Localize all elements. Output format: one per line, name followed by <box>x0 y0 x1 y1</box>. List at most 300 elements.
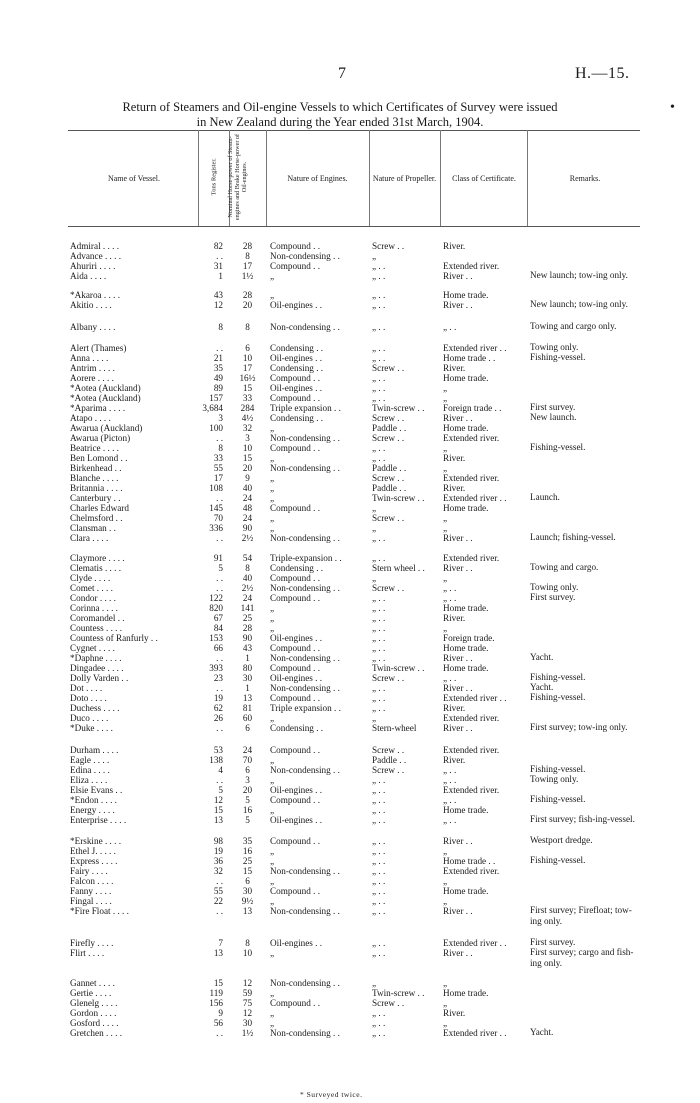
table-row <box>0 299 700 311</box>
cell-tons: 4 <box>218 765 223 775</box>
cell-hp: 24 <box>242 493 253 503</box>
cell-tons: . . <box>216 683 223 693</box>
cell-tons: 19 <box>213 693 223 703</box>
cell-tons: 153 <box>209 633 223 643</box>
cell-cls: „ . . <box>443 593 457 603</box>
table-row <box>0 532 700 544</box>
cell-prop: „ . . <box>372 1008 386 1018</box>
cell-hp: 6 <box>245 343 250 353</box>
cell-eng: „ <box>270 613 275 623</box>
cell-eng: „ <box>270 423 275 433</box>
table-row <box>0 1027 700 1039</box>
cell-tons: . . <box>216 775 223 785</box>
cell-tons: 145 <box>209 503 223 513</box>
cell-eng: Compound . . <box>270 998 321 1008</box>
cell-name: *Erskine . . . . <box>70 836 122 846</box>
cell-rem: New launch. <box>530 412 577 422</box>
cell-tons: 89 <box>213 383 223 393</box>
cell-name: Albany . . . . <box>70 322 116 332</box>
cell-hp: 4½ <box>241 413 254 423</box>
cell-cls: „ <box>443 1018 448 1028</box>
cell-name: Alert (Thames) <box>70 343 127 353</box>
cell-cls: River. <box>443 1008 466 1018</box>
cell-prop: „ . . <box>372 373 386 383</box>
cell-cls: „ <box>443 998 448 1008</box>
cell-name: Gannet . . . . <box>70 978 115 988</box>
cell-tons: 8 <box>218 322 223 332</box>
cell-eng: Compound . . <box>270 886 321 896</box>
cell-rem: First survey. <box>530 592 576 602</box>
cell-name: *Aotea (Auckland) <box>70 383 141 393</box>
cell-hp: 1 <box>245 653 250 663</box>
cell-tons: . . <box>216 583 223 593</box>
cell-cls: Home trade. <box>443 643 489 653</box>
cell-name: Gosford . . . . <box>70 1018 119 1028</box>
cell-hp: 24 <box>242 593 253 603</box>
cell-name: *Akaroa . . . . <box>70 290 121 300</box>
cell-eng: „ <box>270 846 275 856</box>
cell-eng: Compound . . <box>270 393 321 403</box>
cell-prop: Screw . . <box>372 241 405 251</box>
cell-rem: Launch; fishing-vessel. <box>530 532 616 542</box>
cell-tons: 62 <box>213 703 223 713</box>
cell-cls: „ <box>443 393 448 403</box>
cell-prop: „ . . <box>372 805 386 815</box>
cell-cls: River. <box>443 483 466 493</box>
cell-prop: „ . . <box>372 300 386 310</box>
cell-cls: Home trade. <box>443 603 489 613</box>
cell-hp: 30 <box>242 673 253 683</box>
cell-name: Claymore . . . . <box>70 553 125 563</box>
cell-eng: Compound . . <box>270 643 321 653</box>
cell-prop: „ <box>372 523 377 533</box>
cell-tons: 119 <box>209 988 223 998</box>
cell-tons: 56 <box>213 1018 223 1028</box>
cell-prop: „ <box>372 251 377 261</box>
cell-hp: 5 <box>245 795 250 805</box>
table-row <box>0 321 700 333</box>
column-header-remarks: Remarks. <box>569 173 601 183</box>
cell-eng: Oil-engines . . <box>270 353 323 363</box>
cell-eng: Condensing . . <box>270 563 324 573</box>
cell-eng: „ <box>270 713 275 723</box>
cell-rem: First survey; tow-ing only. <box>530 722 628 732</box>
cell-tons: 15 <box>213 978 223 988</box>
cell-prop: „ . . <box>372 886 386 896</box>
cell-eng: „ <box>270 603 275 613</box>
cell-eng: „ <box>270 513 275 523</box>
cell-hp: 15 <box>242 453 253 463</box>
cell-tons: 32 <box>213 866 223 876</box>
column-divider <box>369 130 370 226</box>
cell-name: Express . . . . <box>70 856 118 866</box>
cell-name: Awarua (Auckland) <box>70 423 143 433</box>
cell-name: Countess of Ranfurly . . <box>70 633 158 643</box>
cell-prop: „ . . <box>372 683 386 693</box>
cell-prop: Screw . . <box>372 673 405 683</box>
table-row <box>0 722 700 734</box>
cell-eng: „ <box>270 1008 275 1018</box>
cell-prop: „ . . <box>372 866 386 876</box>
table-row <box>0 270 700 282</box>
cell-tons: 21 <box>213 353 223 363</box>
cell-eng: Non-condensing . . <box>270 866 340 876</box>
cell-name: Birkenhead . . <box>70 463 122 473</box>
cell-rem: Fishing-vessel. <box>530 764 586 774</box>
cell-name: Aida . . . . <box>70 271 107 281</box>
cell-tons: 13 <box>213 948 223 958</box>
cell-prop: Screw . . <box>372 765 405 775</box>
document-title <box>30 100 650 130</box>
cell-hp: 48 <box>242 503 253 513</box>
cell-tons: 3,684 <box>202 403 223 413</box>
cell-hp: 60 <box>242 713 253 723</box>
cell-rem: Yacht. <box>530 1027 554 1037</box>
cell-eng: Non-condensing . . <box>270 765 340 775</box>
cell-hp: 141 <box>240 603 255 613</box>
cell-cls: River . . <box>443 948 473 958</box>
cell-hp: 30 <box>242 1018 253 1028</box>
cell-hp: 15 <box>242 866 253 876</box>
cell-hp: 13 <box>242 906 253 916</box>
cell-prop: „ . . <box>372 261 386 271</box>
cell-cls: „ <box>443 523 448 533</box>
cell-eng: „ <box>270 896 275 906</box>
cell-name: Advance . . . . <box>70 251 122 261</box>
cell-tons: 15 <box>213 805 223 815</box>
cell-tons: 336 <box>209 523 223 533</box>
cell-cls: „ <box>443 573 448 583</box>
cell-cls: River . . <box>443 653 473 663</box>
cell-name: Akitio . . . . <box>70 300 112 310</box>
cell-name: Energy . . . . <box>70 805 115 815</box>
cell-cls: Home trade. <box>443 373 489 383</box>
cell-cls: „ <box>443 846 448 856</box>
cell-cls: River. <box>443 453 466 463</box>
cell-hp: 16½ <box>239 373 256 383</box>
cell-rem: Towing and cargo only. <box>530 321 617 331</box>
cell-rem: Fishing-vessel. <box>530 672 586 682</box>
cell-hp: 40 <box>242 483 253 493</box>
cell-hp: 81 <box>242 703 253 713</box>
cell-cls: Home trade. <box>443 290 489 300</box>
cell-tons: . . <box>216 723 223 733</box>
cell-name: Awarua (Picton) <box>70 433 131 443</box>
cell-hp: 284 <box>240 403 255 413</box>
cell-cls: Home trade. <box>443 886 489 896</box>
cell-name: Fairy . . . . <box>70 866 108 876</box>
cell-hp: 12 <box>242 1008 253 1018</box>
cell-cls: Extended river . . <box>443 693 507 703</box>
cell-prop: „ <box>372 978 377 988</box>
column-header-class: Class of Certificate. <box>452 173 516 183</box>
cell-name: Antrim . . . . <box>70 363 115 373</box>
margin-dot: • <box>670 100 675 115</box>
cell-name: Enterprise . . . . <box>70 815 127 825</box>
cell-tons: 49 <box>213 373 223 383</box>
cell-prop: „ <box>372 573 377 583</box>
cell-hp: 10 <box>242 353 253 363</box>
cell-cls: „ . . <box>443 775 457 785</box>
cell-eng: Non-condensing . . <box>270 251 340 261</box>
cell-prop: Screw . . <box>372 433 405 443</box>
cell-tons: . . <box>216 343 223 353</box>
cell-hp: 24 <box>242 513 253 523</box>
cell-name: Countess . . . . <box>70 623 123 633</box>
cell-name: Corinna . . . . <box>70 603 118 613</box>
cell-cls: „ <box>443 463 448 473</box>
cell-eng: Non-condensing . . <box>270 583 340 593</box>
cell-name: Britannia . . . . <box>70 483 123 493</box>
cell-name: Falcon . . . . <box>70 876 114 886</box>
cell-eng: Non-condensing . . <box>270 433 340 443</box>
cell-eng: Oil-engines . . <box>270 673 323 683</box>
cell-tons: 157 <box>209 393 223 403</box>
cell-hp: 33 <box>242 393 253 403</box>
table-row <box>0 947 700 968</box>
cell-tons: 35 <box>213 363 223 373</box>
cell-prop: „ . . <box>372 533 386 543</box>
cell-tons: 8 <box>218 443 223 453</box>
cell-prop: „ . . <box>372 383 386 393</box>
cell-prop: „ . . <box>372 775 386 785</box>
cell-eng: Non-condensing . . <box>270 322 340 332</box>
cell-eng: Condensing . . <box>270 723 324 733</box>
cell-tons: 108 <box>209 483 223 493</box>
cell-prop: „ . . <box>372 353 386 363</box>
cell-prop: „ . . <box>372 906 386 916</box>
cell-eng: Triple expansion . . <box>270 403 341 413</box>
cell-hp: 40 <box>242 573 253 583</box>
cell-cls: River . . <box>443 906 473 916</box>
cell-prop: Twin-screw . . <box>372 663 425 673</box>
cell-cls: „ . . <box>443 673 457 683</box>
cell-hp: 30 <box>242 886 253 896</box>
cell-name: Gertie . . . . <box>70 988 112 998</box>
cell-eng: Oil-engines . . <box>270 815 323 825</box>
cell-hp: 28 <box>242 623 253 633</box>
cell-eng: Non-condensing . . <box>270 978 340 988</box>
cell-hp: 8 <box>245 251 250 261</box>
cell-name: *Fire Float . . . . <box>70 906 129 916</box>
cell-name: Gretchen . . . . <box>70 1028 123 1038</box>
cell-cls: River . . <box>443 723 473 733</box>
cell-eng: Condensing . . <box>270 363 324 373</box>
cell-hp: 8 <box>245 563 250 573</box>
cell-name: *Aparima . . . . <box>70 403 126 413</box>
cell-prop: „ . . <box>372 1018 386 1028</box>
cell-eng: „ <box>270 805 275 815</box>
cell-eng: Non-condensing . . <box>270 906 340 916</box>
cell-rem: Yacht. <box>530 682 554 692</box>
column-header-horse-power: Nominal Horse-power of Steam-engines and Brake Horse-power of Oil-engines. <box>227 133 249 221</box>
cell-rem: Towing only. <box>530 582 579 592</box>
cell-name: Anna . . . . <box>70 353 109 363</box>
cell-hp: 32 <box>242 423 253 433</box>
cell-name: Edina . . . . <box>70 765 110 775</box>
cell-tons: 43 <box>213 290 223 300</box>
cell-prop: Screw . . <box>372 413 405 423</box>
cell-rem: Towing and cargo. <box>530 562 599 572</box>
cell-eng: „ <box>270 1018 275 1028</box>
cell-tons: 82 <box>213 241 223 251</box>
cell-tons: 5 <box>218 563 223 573</box>
cell-name: Beatrice . . . . <box>70 443 119 453</box>
cell-cls: River. <box>443 241 466 251</box>
cell-tons: 7 <box>218 938 223 948</box>
cell-tons: 100 <box>209 423 223 433</box>
cell-eng: „ <box>270 988 275 998</box>
cell-name: Clyde . . . . <box>70 573 111 583</box>
cell-eng: Compound . . <box>270 836 321 846</box>
cell-prop: „ . . <box>372 453 386 463</box>
cell-hp: 20 <box>242 300 253 310</box>
cell-tons: 12 <box>213 300 223 310</box>
cell-eng: Oil-engines . . <box>270 938 323 948</box>
cell-hp: 35 <box>242 836 253 846</box>
cell-rem: First survey; cargo and fish-ing only. <box>530 947 634 968</box>
cell-tons: . . <box>216 493 223 503</box>
cell-eng: „ <box>270 775 275 785</box>
cell-cls: Home trade . . <box>443 856 496 866</box>
cell-cls: „ . . <box>443 765 457 775</box>
cell-tons: 98 <box>213 836 223 846</box>
cell-hp: 59 <box>242 988 253 998</box>
cell-prop: Stern wheel . . <box>372 563 425 573</box>
cell-tons: 66 <box>213 643 223 653</box>
cell-cls: River . . <box>443 300 473 310</box>
cell-cls: Extended river. <box>443 261 500 271</box>
cell-tons: 122 <box>209 593 223 603</box>
cell-eng: „ <box>270 623 275 633</box>
cell-tons: . . <box>216 573 223 583</box>
cell-eng: Compound . . <box>270 593 321 603</box>
cell-eng: Triple expansion . . <box>270 703 341 713</box>
cell-cls: „ <box>443 383 448 393</box>
cell-prop: „ . . <box>372 271 386 281</box>
cell-prop: „ . . <box>372 322 386 332</box>
cell-name: Coromandel . . <box>70 613 125 623</box>
cell-hp: 70 <box>242 755 253 765</box>
cell-cls: River. <box>443 363 466 373</box>
cell-prop: „ . . <box>372 623 386 633</box>
cell-prop: Stern-wheel <box>372 723 417 733</box>
cell-cls: Home trade. <box>443 423 489 433</box>
cell-name: Durham . . . . <box>70 745 119 755</box>
cell-rem: First survey; fish-ing-vessel. <box>530 814 635 824</box>
cell-hp: 80 <box>242 663 253 673</box>
cell-tons: 53 <box>213 745 223 755</box>
cell-prop: „ <box>372 503 377 513</box>
cell-eng: Compound . . <box>270 745 321 755</box>
cell-cls: Foreign trade. <box>443 633 495 643</box>
cell-rem: Westport dredge. <box>530 835 593 845</box>
cell-prop: „ . . <box>372 603 386 613</box>
cell-hp: 2½ <box>241 583 254 593</box>
cell-name: Atapo . . . . <box>70 413 111 423</box>
cell-cls: River . . <box>443 563 473 573</box>
cell-tons: 3 <box>218 413 223 423</box>
cell-prop: „ . . <box>372 643 386 653</box>
cell-hp: 24 <box>242 745 253 755</box>
cell-hp: 1½ <box>241 1028 254 1038</box>
cell-hp: 20 <box>242 463 253 473</box>
cell-name: Dolly Varden . . <box>70 673 129 683</box>
cell-tons: . . <box>216 906 223 916</box>
cell-name: Ahuriri . . . . <box>70 261 116 271</box>
cell-rem: Fishing-vessel. <box>530 855 586 865</box>
header-bottom-rule <box>68 226 640 227</box>
cell-hp: 17 <box>242 261 253 271</box>
cell-prop: „ . . <box>372 836 386 846</box>
cell-tons: 17 <box>213 473 223 483</box>
cell-name: Admiral . . . . <box>70 241 119 251</box>
cell-rem: Fishing-vessel. <box>530 442 586 452</box>
cell-prop: Twin-screw . . <box>372 493 425 503</box>
cell-hp: 2½ <box>241 533 254 543</box>
cell-tons: . . <box>216 533 223 543</box>
table-row <box>0 905 700 926</box>
cell-tons: 55 <box>213 886 223 896</box>
cell-rem: New launch; tow-ing only. <box>530 299 628 309</box>
cell-cls: Extended river. <box>443 866 500 876</box>
cell-cls: Home trade. <box>443 503 489 513</box>
cell-cls: River. <box>443 613 466 623</box>
cell-prop: „ . . <box>372 703 386 713</box>
cell-cls: Extended river. <box>443 785 500 795</box>
cell-prop: „ . . <box>372 846 386 856</box>
cell-cls: Home trade. <box>443 663 489 673</box>
cell-name: *Duke . . . . <box>70 723 113 733</box>
cell-tons: . . <box>216 1028 223 1038</box>
cell-name: Comet . . . . <box>70 583 113 593</box>
cell-tons: 9 <box>218 1008 223 1018</box>
cell-prop: „ . . <box>372 693 386 703</box>
cell-cls: „ <box>443 896 448 906</box>
title-line-1: Return of Steamers and Oil-engine Vessels to which Certificates of Survey were issued <box>122 100 558 114</box>
cell-hp: 28 <box>242 290 253 300</box>
cell-tons: 55 <box>213 463 223 473</box>
cell-rem: First survey; Firefloat; tow-ing only. <box>530 905 632 926</box>
cell-eng: Compound . . <box>270 241 321 251</box>
cell-tons: 13 <box>213 815 223 825</box>
page-reference: H.—15. <box>575 65 630 82</box>
cell-cls: Extended river . . <box>443 938 507 948</box>
cell-cls: River . . <box>443 836 473 846</box>
cell-tons: 36 <box>213 856 223 866</box>
cell-hp: 1 <box>245 683 250 693</box>
cell-cls: „ . . <box>443 583 457 593</box>
cell-tons: . . <box>216 876 223 886</box>
cell-eng: Oil-engines . . <box>270 300 323 310</box>
cell-hp: 90 <box>242 523 253 533</box>
cell-prop: Paddle . . <box>372 755 407 765</box>
cell-cls: Extended river . . <box>443 343 507 353</box>
cell-rem: Fishing-vessel. <box>530 352 586 362</box>
cell-prop: Twin-screw . . <box>372 403 425 413</box>
cell-name: Blanche . . . . <box>70 473 119 483</box>
cell-eng: „ <box>270 473 275 483</box>
cell-rem: Fishing-vessel. <box>530 794 586 804</box>
cell-name: Duco . . . . <box>70 713 109 723</box>
cell-eng: Compound . . <box>270 663 321 673</box>
cell-prop: Screw . . <box>372 583 405 593</box>
cell-name: Gordon . . . . <box>70 1008 117 1018</box>
cell-tons: 26 <box>213 713 223 723</box>
table-row <box>0 814 700 826</box>
cell-eng: „ <box>270 876 275 886</box>
cell-eng: Non-condensing . . <box>270 1028 340 1038</box>
